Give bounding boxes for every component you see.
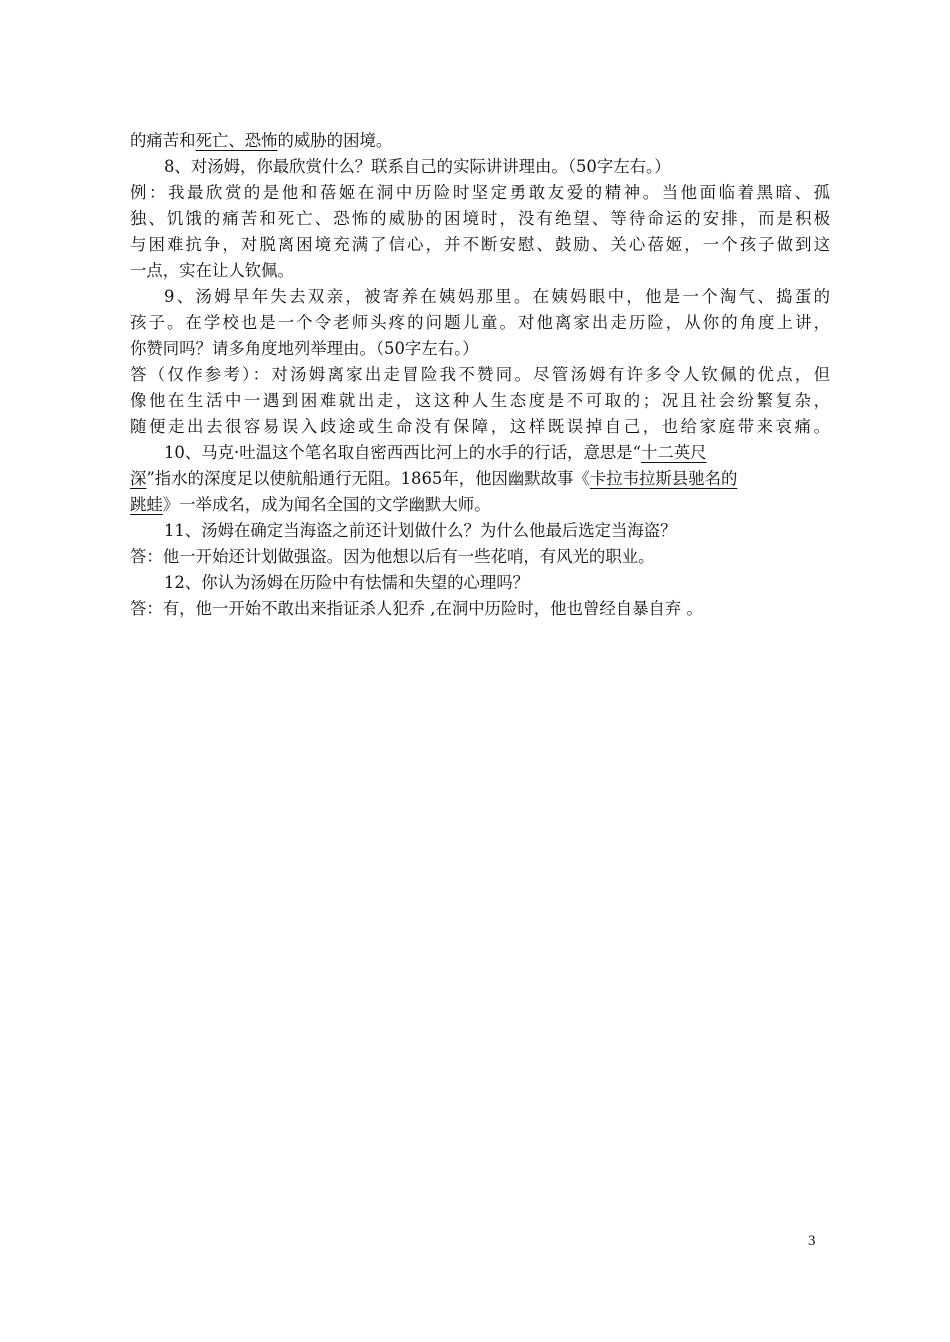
answer-8-line: 一点，实在让人钦佩。 [130, 261, 294, 280]
underlined-title: 卡拉韦拉斯县驰名的 [589, 469, 738, 488]
question-12: 12、你认为汤姆在历险中有怯懦和失望的心理吗？ [164, 573, 530, 592]
question-9-line: 你赞同吗？请多角度地列举理由。（50字左右。） [130, 339, 479, 358]
answer-9-line: 答（仅作参考）：对汤姆离家出走冒险我不赞同。尽管汤姆有许多令人钦佩的优点，但 [130, 365, 830, 384]
underlined-phrase: 死亡、恐怖 [195, 131, 278, 150]
answer-8-line: 与困难抗争，对脱离困境充满了信心，并不断安慰、鼓励、关心蓓姬，一个孩子做到这 [130, 235, 830, 254]
page-number: 3 [808, 1233, 816, 1249]
underlined-phrase: 十二英尺 [641, 443, 707, 462]
paragraph-10: 10、马克·吐温这个笔名取自密西西比河上的水手的行话，意思是“十二英尺 [164, 443, 707, 462]
answer-8-line: 独、饥饿的痛苦和死亡、恐怖的威胁的困境时，没有绝望、等待命运的安排，而是积极 [130, 209, 830, 228]
underlined-title: 跳蛙 [130, 495, 163, 514]
answer-9-line: 随便走出去很容易误入歧途或生命没有保障，这样既误掉自己，也给家庭带来哀痛。 [130, 417, 830, 436]
question-9: 9、汤姆早年失去双亲，被寄养在姨妈那里。在姨妈眼中，他是一个淘气、捣蛋的 [164, 287, 830, 306]
paragraph-line: 的痛苦和死亡、恐怖的威胁的困境。 [130, 131, 393, 150]
question-9-line: 孩子。在学校也是一个令老师头疼的问题儿童。对他离家出走历险，从你的角度上讲， [130, 313, 830, 332]
question-11: 11、汤姆在确定当海盗之前还计划做什么？为什么他最后选定当海盗？ [164, 521, 677, 540]
question-8: 8、对汤姆，你最欣赏什么？联系自己的实际讲讲理由。（50字左右。） [164, 157, 671, 176]
answer-8-line: 例：我最欣赏的是他和蓓姬在洞中历险时坚定勇敢友爱的精神。当他面临着黑暗、孤 [130, 183, 830, 202]
underlined-phrase: 深 [130, 469, 147, 488]
answer-12: 答：有，他一开始不敢出来指证杀人犯乔 ,在洞中历险时，他也曾经自暴自弃 。 [130, 599, 703, 618]
paragraph-10-line: 跳蛙》一举成名，成为闻名全国的文学幽默大师。 [130, 495, 491, 514]
answer-11: 答：他一开始还计划做强盗。因为他想以后有一些花哨，有风光的职业。 [130, 547, 655, 566]
answer-9-line: 像他在生活中一遇到困难就出走，这这种人生态度是不可取的；况且社会纷繁复杂， [130, 391, 830, 410]
document-body [130, 128, 830, 622]
paragraph-10-line: 深”指水的深度足以使航船通行无阻。1865年，他因幽默故事《卡拉韦拉斯县驰名的 [130, 469, 738, 488]
